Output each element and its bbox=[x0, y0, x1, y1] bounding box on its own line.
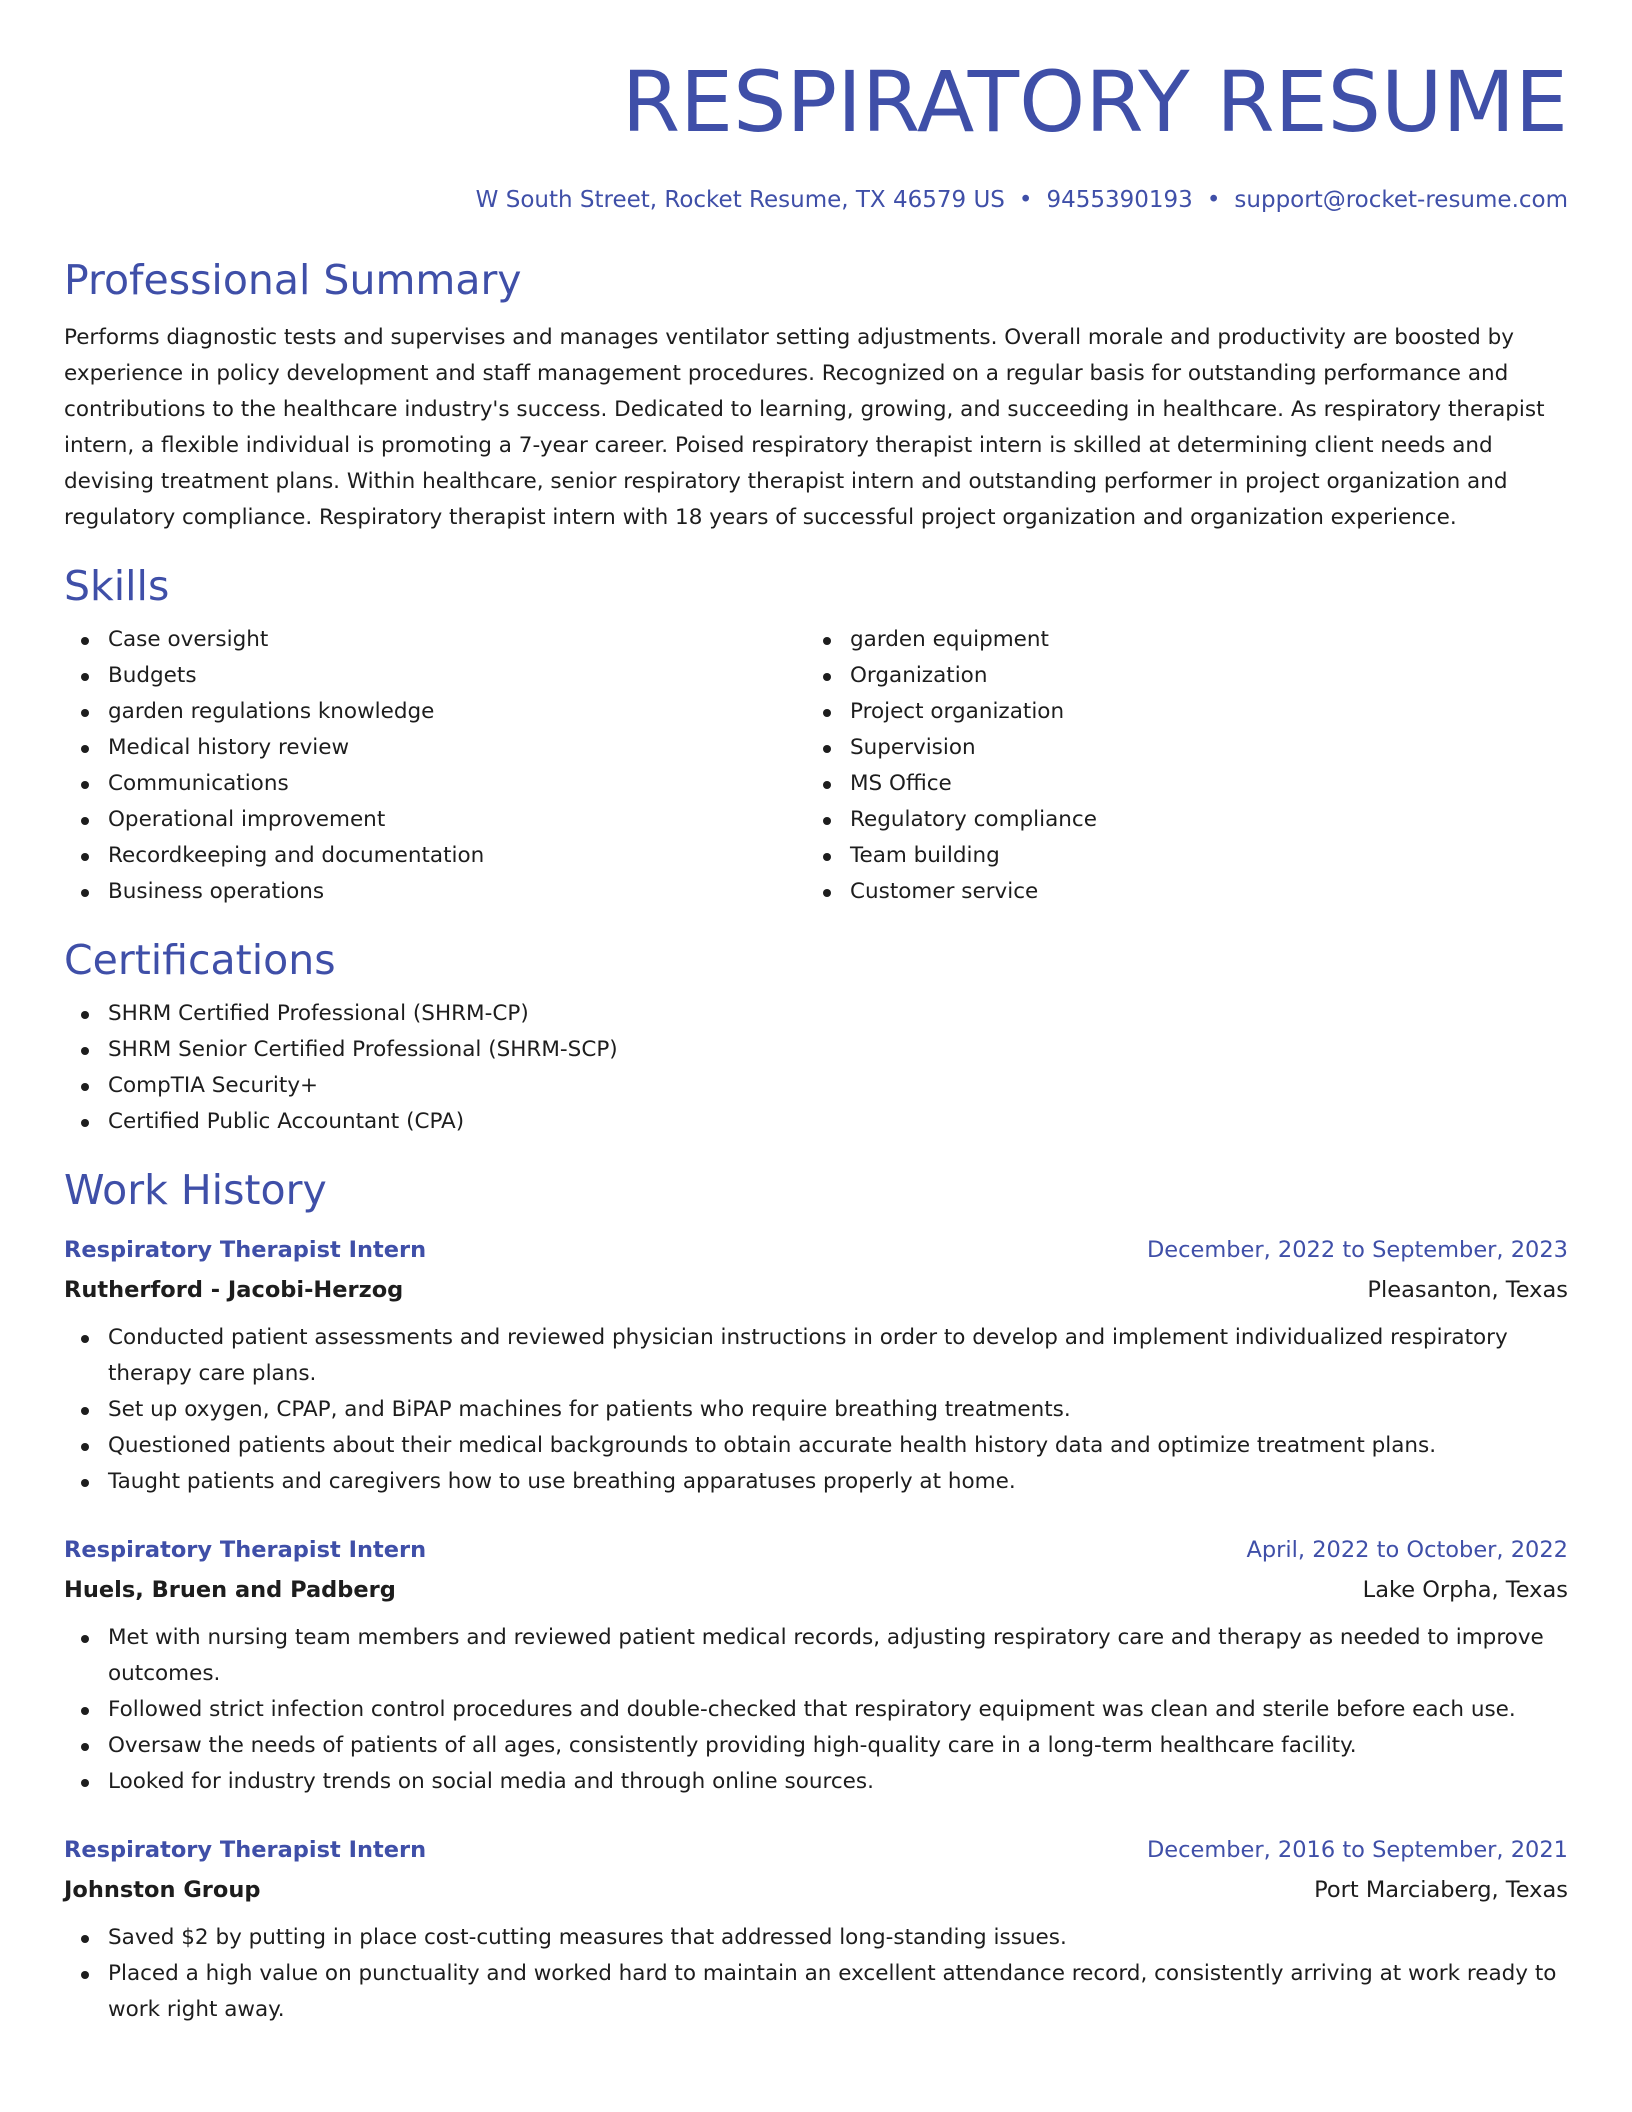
job-company: Huels, Bruen and Padberg bbox=[64, 1577, 396, 1603]
contact-line bbox=[64, 184, 1568, 216]
certification-item: SHRM Certified Professional (SHRM-CP) bbox=[64, 996, 1568, 1032]
skill-item: garden regulations knowledge bbox=[64, 694, 806, 730]
certification-item: SHRM Senior Certified Professional (SHRM-SCP) bbox=[64, 1032, 1568, 1068]
job-title: Respiratory Therapist Intern bbox=[64, 1537, 427, 1563]
job-company: Johnston Group bbox=[64, 1877, 261, 1903]
certifications-heading: Certifications bbox=[64, 936, 336, 984]
contact-separator: • bbox=[1206, 187, 1221, 213]
job-dates: December, 2016 to September, 2021 bbox=[1146, 1837, 1568, 1863]
job-company-row bbox=[64, 1870, 1568, 1910]
contact-email[interactable]: support@rocket-resume.com bbox=[1234, 187, 1568, 213]
job-company-row bbox=[64, 1270, 1568, 1310]
skill-item: Operational improvement bbox=[64, 802, 806, 838]
resume-title: RESPIRATORY RESUME bbox=[621, 53, 1568, 151]
job-title: Respiratory Therapist Intern bbox=[64, 1837, 427, 1863]
job-duty: Followed strict infection control procedures and double-checked that respiratory equipment was clean and sterile before each use. bbox=[64, 1692, 1568, 1728]
job-title: Respiratory Therapist Intern bbox=[64, 1237, 427, 1263]
job-header-row bbox=[64, 1230, 1568, 1270]
skill-item: MS Office bbox=[806, 766, 1548, 802]
job-location: Pleasanton, Texas bbox=[1367, 1277, 1568, 1303]
job-duty: Conducted patient assessments and reviewed physician instructions in order to develop and implement individualized respiratory therapy care plans. bbox=[64, 1320, 1568, 1392]
skill-item: Supervision bbox=[806, 730, 1548, 766]
job-location: Port Marciaberg, Texas bbox=[1314, 1877, 1568, 1903]
certifications-list bbox=[64, 996, 1568, 1140]
certification-item: CompTIA Security+ bbox=[64, 1068, 1568, 1104]
job-dates: December, 2022 to September, 2023 bbox=[1146, 1237, 1568, 1263]
job-duty: Questioned patients about their medical backgrounds to obtain accurate health history data and optimize treatment plans. bbox=[64, 1428, 1568, 1464]
job-entry bbox=[64, 1230, 1568, 1500]
job-entry bbox=[64, 1830, 1568, 2028]
job-duty: Placed a high value on punctuality and worked hard to maintain an excellent attendance record, consistently arriving at work ready to work right away. bbox=[64, 1956, 1568, 2028]
skills-list-right bbox=[806, 622, 1548, 910]
job-duties-list bbox=[64, 1920, 1568, 2028]
job-duties-list bbox=[64, 1320, 1568, 1500]
skill-item: Project organization bbox=[806, 694, 1548, 730]
job-entry bbox=[64, 1530, 1568, 1800]
skill-item: Team building bbox=[806, 838, 1548, 874]
job-dates: April, 2022 to October, 2022 bbox=[1246, 1537, 1568, 1563]
skill-item: Recordkeeping and documentation bbox=[64, 838, 806, 874]
job-duties-list bbox=[64, 1620, 1568, 1800]
skill-item: Case oversight bbox=[64, 622, 806, 658]
job-duty: Set up oxygen, CPAP, and BiPAP machines for patients who require breathing treatments. bbox=[64, 1392, 1568, 1428]
contact-separator: • bbox=[1018, 187, 1033, 213]
job-header-row bbox=[64, 1830, 1568, 1870]
work-history-heading: Work History bbox=[64, 1166, 327, 1214]
skills-heading: Skills bbox=[64, 562, 170, 610]
skill-item: Business operations bbox=[64, 874, 806, 910]
skill-item: Customer service bbox=[806, 874, 1548, 910]
skills-list-left bbox=[64, 622, 806, 910]
skill-item: garden equipment bbox=[806, 622, 1548, 658]
job-company: Rutherford - Jacobi-Herzog bbox=[64, 1277, 404, 1303]
skill-item: Medical history review bbox=[64, 730, 806, 766]
job-duty: Oversaw the needs of patients of all ages, consistently providing high-quality care in a long-term healthcare facility. bbox=[64, 1728, 1568, 1764]
job-duty: Taught patients and caregivers how to use breathing apparatuses properly at home. bbox=[64, 1464, 1568, 1500]
job-header-row bbox=[64, 1530, 1568, 1570]
skill-item: Regulatory compliance bbox=[806, 802, 1548, 838]
summary-text: Performs diagnostic tests and supervises and manages ventilator setting adjustments. Overall morale and productivity are boosted by experience in policy development and staff management procedures. Recognized on a regular basis for outstanding performance and contributions to the healthcare industry's success. Dedicated to learning, growing, and succeeding in healthcare. As respiratory therapist intern, a flexible individual is promoting a 7-year career. Poised respiratory therapist intern is skilled at determining client needs and devising treatment plans. Within healthcare, senior respiratory therapist intern and outstanding performer in project organization and regulatory compliance. Respiratory therapist intern with 18 years of successful project organization and organization experience. bbox=[64, 325, 1545, 530]
certification-item: Certified Public Accountant (CPA) bbox=[64, 1104, 1568, 1140]
job-duty: Saved $2 by putting in place cost-cutting measures that addressed long-standing issues. bbox=[64, 1920, 1568, 1956]
job-company-row bbox=[64, 1570, 1568, 1610]
contact-address: W South Street, Rocket Resume, TX 46579 US bbox=[475, 187, 1005, 213]
job-location: Lake Orpha, Texas bbox=[1362, 1577, 1568, 1603]
skill-item: Communications bbox=[64, 766, 806, 802]
contact-phone: 9455390193 bbox=[1046, 187, 1193, 213]
summary-heading: Professional Summary bbox=[64, 256, 522, 304]
skills-columns bbox=[64, 622, 1568, 910]
skill-item: Organization bbox=[806, 658, 1548, 694]
skill-item: Budgets bbox=[64, 658, 806, 694]
job-duty: Met with nursing team members and reviewed patient medical records, adjusting respiratory care and therapy as needed to improve outcomes. bbox=[64, 1620, 1568, 1692]
job-duty: Looked for industry trends on social media and through online sources. bbox=[64, 1764, 1568, 1800]
